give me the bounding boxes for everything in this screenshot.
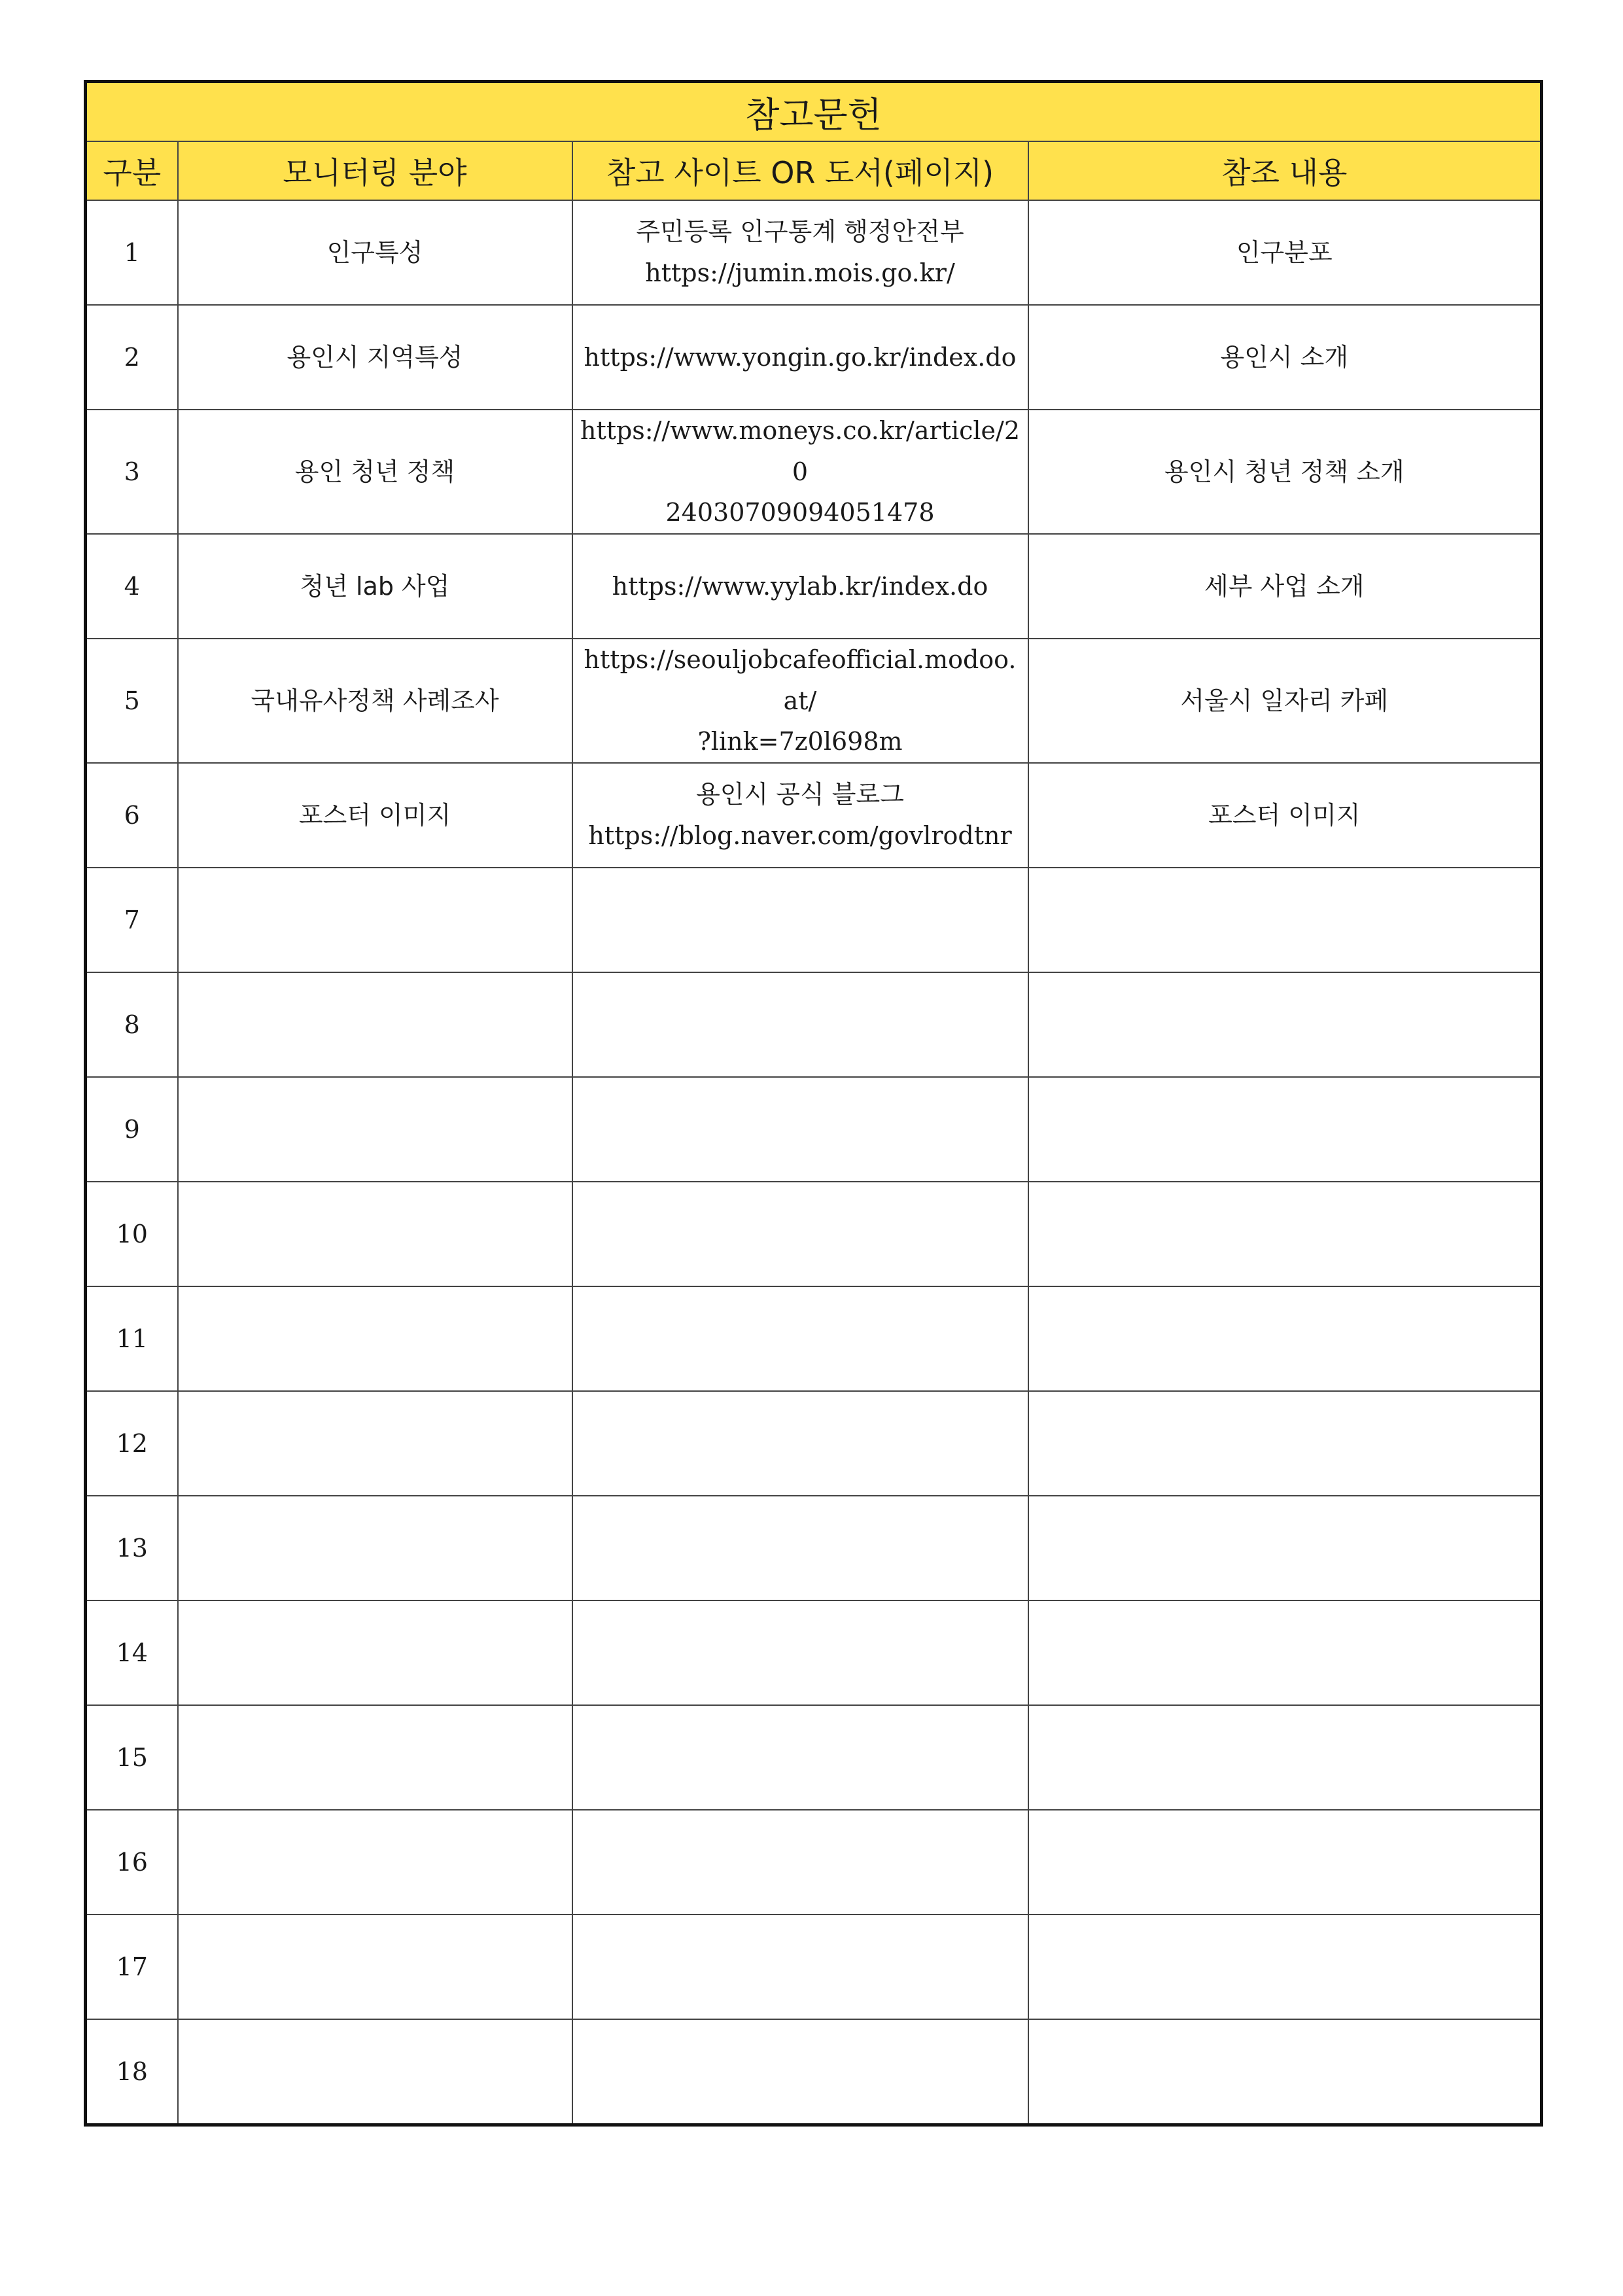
reference-content-cell — [1028, 1182, 1542, 1286]
source-cell — [572, 1286, 1028, 1391]
column-header-monitoring-field: 모니터링 분야 — [178, 141, 572, 200]
references-table — [84, 80, 1543, 2127]
monitoring-field-cell — [178, 1810, 572, 1915]
reference-content-cell — [1028, 2019, 1542, 2125]
table-title: 참고문헌 — [86, 82, 1542, 142]
source-cell — [572, 305, 1028, 410]
source-line: 용인시 공식 블로그 — [696, 780, 904, 809]
monitoring-field-cell: 용인 청년 정책 — [178, 410, 572, 534]
row-number: 4 — [86, 534, 178, 639]
reference-content-cell: 서울시 일자리 카페 — [1028, 639, 1542, 763]
row-number: 10 — [86, 1182, 178, 1286]
table-row — [86, 1182, 1542, 1286]
row-number: 13 — [86, 1496, 178, 1600]
column-header-category: 구분 — [86, 141, 178, 200]
table-row — [86, 639, 1542, 763]
row-number: 5 — [86, 639, 178, 763]
source-cell — [572, 639, 1028, 763]
source-line: ?link=7z0l698m — [697, 727, 903, 756]
row-number: 6 — [86, 763, 178, 868]
source-cell — [572, 1810, 1028, 1915]
reference-content-cell — [1028, 1810, 1542, 1915]
monitoring-field-cell — [178, 972, 572, 1077]
reference-content-cell: 인구분포 — [1028, 200, 1542, 305]
reference-content-cell — [1028, 1286, 1542, 1391]
row-number: 2 — [86, 305, 178, 410]
row-number: 11 — [86, 1286, 178, 1391]
table-row — [86, 1391, 1542, 1496]
row-number: 16 — [86, 1810, 178, 1915]
table-row — [86, 410, 1542, 534]
monitoring-field-cell: 청년 lab 사업 — [178, 534, 572, 639]
source-cell — [572, 534, 1028, 639]
source-line: https://blog.naver.com/govlrodtnr — [588, 821, 1012, 851]
reference-content-cell — [1028, 1077, 1542, 1182]
table-body — [86, 200, 1542, 2125]
monitoring-field-cell — [178, 1600, 572, 1705]
table-row — [86, 1600, 1542, 1705]
reference-content-cell — [1028, 1600, 1542, 1705]
source-cell — [572, 1077, 1028, 1182]
table-row — [86, 763, 1542, 868]
monitoring-field-cell — [178, 1915, 572, 2019]
table-row — [86, 1077, 1542, 1182]
monitoring-field-cell — [178, 868, 572, 972]
monitoring-field-cell: 용인시 지역특성 — [178, 305, 572, 410]
row-number: 18 — [86, 2019, 178, 2125]
row-number: 3 — [86, 410, 178, 534]
table-row — [86, 868, 1542, 972]
source-cell — [572, 1705, 1028, 1810]
source-cell — [572, 1915, 1028, 2019]
monitoring-field-cell — [178, 1077, 572, 1182]
monitoring-field-cell — [178, 1286, 572, 1391]
source-cell — [572, 1600, 1028, 1705]
reference-content-cell — [1028, 1705, 1542, 1810]
row-number: 7 — [86, 868, 178, 972]
monitoring-field-cell — [178, 1496, 572, 1600]
row-number: 15 — [86, 1705, 178, 1810]
table-row — [86, 200, 1542, 305]
reference-content-cell: 세부 사업 소개 — [1028, 534, 1542, 639]
source-line: https://www.yylab.kr/index.do — [612, 571, 988, 601]
monitoring-field-cell — [178, 1705, 572, 1810]
table-row — [86, 1496, 1542, 1600]
table-row — [86, 2019, 1542, 2125]
reference-content-cell: 포스터 이미지 — [1028, 763, 1542, 868]
source-cell — [572, 1496, 1028, 1600]
table-row — [86, 1705, 1542, 1810]
source-line: https://jumin.mois.go.kr/ — [645, 258, 955, 287]
source-cell — [572, 1391, 1028, 1496]
reference-content-cell — [1028, 1915, 1542, 2019]
monitoring-field-cell: 포스터 이미지 — [178, 763, 572, 868]
reference-content-cell: 용인시 청년 정책 소개 — [1028, 410, 1542, 534]
row-number: 8 — [86, 972, 178, 1077]
monitoring-field-cell: 인구특성 — [178, 200, 572, 305]
monitoring-field-cell — [178, 1182, 572, 1286]
source-cell — [572, 763, 1028, 868]
row-number: 9 — [86, 1077, 178, 1182]
monitoring-field-cell — [178, 1391, 572, 1496]
table-row — [86, 1286, 1542, 1391]
reference-content-cell — [1028, 1496, 1542, 1600]
table-row — [86, 534, 1542, 639]
monitoring-field-cell — [178, 2019, 572, 2125]
row-number: 1 — [86, 200, 178, 305]
reference-content-cell: 용인시 소개 — [1028, 305, 1542, 410]
reference-content-cell — [1028, 972, 1542, 1077]
source-cell — [572, 200, 1028, 305]
table-row — [86, 1810, 1542, 1915]
row-number: 17 — [86, 1915, 178, 2019]
column-header-reference-content: 참조 내용 — [1028, 141, 1542, 200]
source-cell — [572, 2019, 1028, 2125]
source-line: https://seouljobcafeofficial.modoo.at/ — [584, 645, 1017, 715]
table-row — [86, 972, 1542, 1077]
table-title-row — [86, 82, 1542, 142]
source-cell — [572, 410, 1028, 534]
table-header-row — [86, 141, 1542, 200]
table-row — [86, 1915, 1542, 2019]
source-cell — [572, 1182, 1028, 1286]
row-number: 12 — [86, 1391, 178, 1496]
column-header-source: 참고 사이트 OR 도서(페이지) — [572, 141, 1028, 200]
source-line: 24030709094051478 — [665, 498, 935, 527]
reference-content-cell — [1028, 1391, 1542, 1496]
source-line: https://www.moneys.co.kr/article/20 — [580, 416, 1021, 486]
row-number: 14 — [86, 1600, 178, 1705]
reference-content-cell — [1028, 868, 1542, 972]
table-row — [86, 305, 1542, 410]
source-cell — [572, 868, 1028, 972]
monitoring-field-cell: 국내유사정책 사례조사 — [178, 639, 572, 763]
source-line: https://www.yongin.go.kr/index.do — [584, 342, 1017, 372]
source-line: 주민등록 인구통계 행정안전부 — [636, 217, 964, 247]
source-cell — [572, 972, 1028, 1077]
